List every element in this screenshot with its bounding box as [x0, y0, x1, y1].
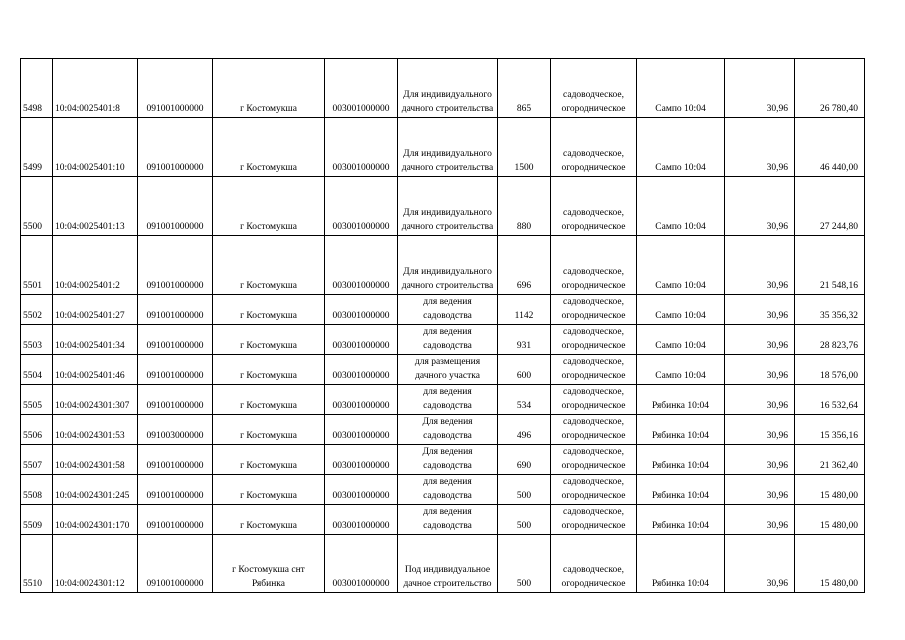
- cell-valuation-group: Рябинка 10:04: [637, 415, 725, 445]
- cell-locality: г Костомукша: [213, 236, 325, 295]
- cell-cadastral-number: 10:04:0025401:13: [53, 177, 138, 236]
- cell-okato-code: 091001000000: [138, 59, 213, 118]
- cell-permitted-use: для ведения садоводства: [398, 295, 498, 325]
- cell-cadastral-value: 26 780,40: [795, 59, 865, 118]
- cell-area: 931: [498, 325, 551, 355]
- cell-valuation-group: Сампо 10:04: [637, 59, 725, 118]
- cell-cadastral-value: 15 480,00: [795, 475, 865, 505]
- cell-locality: г Костомукша: [213, 355, 325, 385]
- cell-okato-code: 091001000000: [138, 535, 213, 593]
- cell-use-category: садоводческое, огородническое: [551, 177, 637, 236]
- cell-area: 1142: [498, 295, 551, 325]
- cell-row-number: 5508: [21, 475, 53, 505]
- cell-permitted-use: Для индивидуального дачного строительства: [398, 236, 498, 295]
- cell-valuation-group: Рябинка 10:04: [637, 385, 725, 415]
- cell-locality: г Костомукша: [213, 385, 325, 415]
- cell-permitted-use: Под индивидуальное дачное строительство: [398, 535, 498, 593]
- cell-permitted-use: для размещения дачного участка: [398, 355, 498, 385]
- cell-okato-code: 091001000000: [138, 118, 213, 177]
- cell-area: 500: [498, 535, 551, 593]
- cell-permitted-use: для ведения садоводства: [398, 385, 498, 415]
- cell-specific-value: 30,96: [725, 177, 795, 236]
- cell-oktmo-code: 003001000000: [325, 295, 398, 325]
- cell-row-number: 5509: [21, 505, 53, 535]
- cell-area: 534: [498, 385, 551, 415]
- cell-locality: г Костомукша: [213, 445, 325, 475]
- table-row: [21, 236, 865, 295]
- cell-cadastral-number: 10:04:0025401:46: [53, 355, 138, 385]
- cell-use-category: садоводческое, огородническое: [551, 505, 637, 535]
- cell-oktmo-code: 003001000000: [325, 535, 398, 593]
- cell-oktmo-code: 003001000000: [325, 236, 398, 295]
- cell-cadastral-value: 35 356,32: [795, 295, 865, 325]
- table-row: [21, 355, 865, 385]
- cell-area: 696: [498, 236, 551, 295]
- cell-area: 496: [498, 415, 551, 445]
- table-row: [21, 475, 865, 505]
- cell-oktmo-code: 003001000000: [325, 355, 398, 385]
- cell-okato-code: 091001000000: [138, 505, 213, 535]
- cell-permitted-use: Для ведения садоводства: [398, 445, 498, 475]
- cell-area: 500: [498, 475, 551, 505]
- cell-locality: г Костомукша: [213, 505, 325, 535]
- cell-valuation-group: Сампо 10:04: [637, 236, 725, 295]
- cell-cadastral-value: 46 440,00: [795, 118, 865, 177]
- table-row: [21, 325, 865, 355]
- table-row: [21, 445, 865, 475]
- cell-cadastral-value: 15 356,16: [795, 415, 865, 445]
- cell-cadastral-number: 10:04:0024301:12: [53, 535, 138, 593]
- cell-locality: г Костомукша: [213, 118, 325, 177]
- table-body: [21, 59, 865, 593]
- cell-row-number: 5510: [21, 535, 53, 593]
- cell-specific-value: 30,96: [725, 59, 795, 118]
- cell-area: 880: [498, 177, 551, 236]
- cell-specific-value: 30,96: [725, 385, 795, 415]
- table-row: [21, 385, 865, 415]
- cell-cadastral-value: 16 532,64: [795, 385, 865, 415]
- cell-oktmo-code: 003001000000: [325, 177, 398, 236]
- cell-cadastral-value: 21 548,16: [795, 236, 865, 295]
- cell-cadastral-number: 10:04:0024301:245: [53, 475, 138, 505]
- cell-okato-code: 091001000000: [138, 355, 213, 385]
- cell-use-category: садоводческое, огородническое: [551, 475, 637, 505]
- cell-valuation-group: Рябинка 10:04: [637, 505, 725, 535]
- cell-cadastral-value: 21 362,40: [795, 445, 865, 475]
- cell-valuation-group: Рябинка 10:04: [637, 445, 725, 475]
- cell-row-number: 5504: [21, 355, 53, 385]
- cell-cadastral-value: 27 244,80: [795, 177, 865, 236]
- cell-use-category: садоводческое, огородническое: [551, 355, 637, 385]
- table-row: [21, 59, 865, 118]
- cell-area: 600: [498, 355, 551, 385]
- cell-valuation-group: Рябинка 10:04: [637, 475, 725, 505]
- cell-permitted-use: для ведения садоводства: [398, 475, 498, 505]
- cell-locality: г Костомукша: [213, 475, 325, 505]
- cell-use-category: садоводческое, огородническое: [551, 118, 637, 177]
- cell-valuation-group: Сампо 10:04: [637, 118, 725, 177]
- cell-oktmo-code: 003001000000: [325, 118, 398, 177]
- cell-use-category: садоводческое, огородническое: [551, 236, 637, 295]
- land-plot-table: [20, 58, 865, 593]
- cell-okato-code: 091001000000: [138, 295, 213, 325]
- cell-oktmo-code: 003001000000: [325, 415, 398, 445]
- cell-area: 1500: [498, 118, 551, 177]
- cell-specific-value: 30,96: [725, 415, 795, 445]
- table-row: [21, 295, 865, 325]
- cell-valuation-group: Сампо 10:04: [637, 177, 725, 236]
- cell-row-number: 5499: [21, 118, 53, 177]
- cell-locality: г Костомукша: [213, 59, 325, 118]
- cell-row-number: 5507: [21, 445, 53, 475]
- cell-okato-code: 091001000000: [138, 325, 213, 355]
- cell-cadastral-number: 10:04:0025401:34: [53, 325, 138, 355]
- cell-cadastral-number: 10:04:0024301:307: [53, 385, 138, 415]
- cell-okato-code: 091001000000: [138, 177, 213, 236]
- cell-permitted-use: для ведения садоводства: [398, 505, 498, 535]
- cell-use-category: садоводческое, огородническое: [551, 385, 637, 415]
- cell-specific-value: 30,96: [725, 445, 795, 475]
- cell-row-number: 5502: [21, 295, 53, 325]
- cell-cadastral-number: 10:04:0024301:53: [53, 415, 138, 445]
- cell-permitted-use: Для индивидуального дачного строительства: [398, 177, 498, 236]
- cell-area: 690: [498, 445, 551, 475]
- cell-specific-value: 30,96: [725, 355, 795, 385]
- cell-oktmo-code: 003001000000: [325, 59, 398, 118]
- cell-permitted-use: для ведения садоводства: [398, 325, 498, 355]
- cell-okato-code: 091001000000: [138, 236, 213, 295]
- table-row: [21, 177, 865, 236]
- cell-row-number: 5501: [21, 236, 53, 295]
- cell-use-category: садоводческое, огородническое: [551, 59, 637, 118]
- cell-valuation-group: Сампо 10:04: [637, 295, 725, 325]
- cell-locality: г Костомукша: [213, 415, 325, 445]
- cell-permitted-use: Для индивидуального дачного строительства: [398, 118, 498, 177]
- cell-permitted-use: Для ведения садоводства: [398, 415, 498, 445]
- cell-locality: г Костомукша: [213, 177, 325, 236]
- cell-valuation-group: Рябинка 10:04: [637, 535, 725, 593]
- cell-okato-code: 091001000000: [138, 385, 213, 415]
- cell-area: 500: [498, 505, 551, 535]
- cell-cadastral-number: 10:04:0025401:2: [53, 236, 138, 295]
- cell-locality: г Костомукша: [213, 325, 325, 355]
- cell-cadastral-value: 28 823,76: [795, 325, 865, 355]
- cell-oktmo-code: 003001000000: [325, 445, 398, 475]
- table-row: [21, 415, 865, 445]
- cell-locality: г Костомукша: [213, 295, 325, 325]
- cell-okato-code: 091001000000: [138, 445, 213, 475]
- cell-cadastral-number: 10:04:0025401:27: [53, 295, 138, 325]
- cell-use-category: садоводческое, огородническое: [551, 445, 637, 475]
- cell-specific-value: 30,96: [725, 236, 795, 295]
- cell-permitted-use: Для индивидуального дачного строительства: [398, 59, 498, 118]
- cell-row-number: 5506: [21, 415, 53, 445]
- cell-cadastral-value: 18 576,00: [795, 355, 865, 385]
- cell-specific-value: 30,96: [725, 295, 795, 325]
- cell-locality: г Костомукша снт Рябинка: [213, 535, 325, 593]
- cell-specific-value: 30,96: [725, 505, 795, 535]
- cell-use-category: садоводческое, огородническое: [551, 535, 637, 593]
- cell-valuation-group: Сампо 10:04: [637, 325, 725, 355]
- cell-specific-value: 30,96: [725, 475, 795, 505]
- cell-cadastral-value: 15 480,00: [795, 535, 865, 593]
- cell-use-category: садоводческое, огородническое: [551, 415, 637, 445]
- table-row: [21, 505, 865, 535]
- cell-oktmo-code: 003001000000: [325, 505, 398, 535]
- cell-specific-value: 30,96: [725, 535, 795, 593]
- cell-row-number: 5505: [21, 385, 53, 415]
- cell-cadastral-number: 10:04:0025401:8: [53, 59, 138, 118]
- cell-cadastral-number: 10:04:0025401:10: [53, 118, 138, 177]
- cell-row-number: 5503: [21, 325, 53, 355]
- cell-cadastral-number: 10:04:0024301:170: [53, 505, 138, 535]
- cell-area: 865: [498, 59, 551, 118]
- cell-oktmo-code: 003001000000: [325, 385, 398, 415]
- cell-oktmo-code: 003001000000: [325, 475, 398, 505]
- cell-okato-code: 091001000000: [138, 475, 213, 505]
- table-row: [21, 118, 865, 177]
- cell-use-category: садоводческое, огородническое: [551, 295, 637, 325]
- cell-row-number: 5500: [21, 177, 53, 236]
- cell-specific-value: 30,96: [725, 325, 795, 355]
- cell-oktmo-code: 003001000000: [325, 325, 398, 355]
- cell-specific-value: 30,96: [725, 118, 795, 177]
- cell-okato-code: 091003000000: [138, 415, 213, 445]
- table-row: [21, 535, 865, 593]
- cell-row-number: 5498: [21, 59, 53, 118]
- cell-cadastral-value: 15 480,00: [795, 505, 865, 535]
- cell-valuation-group: Сампо 10:04: [637, 355, 725, 385]
- cell-use-category: садоводческое, огородническое: [551, 325, 637, 355]
- cell-cadastral-number: 10:04:0024301:58: [53, 445, 138, 475]
